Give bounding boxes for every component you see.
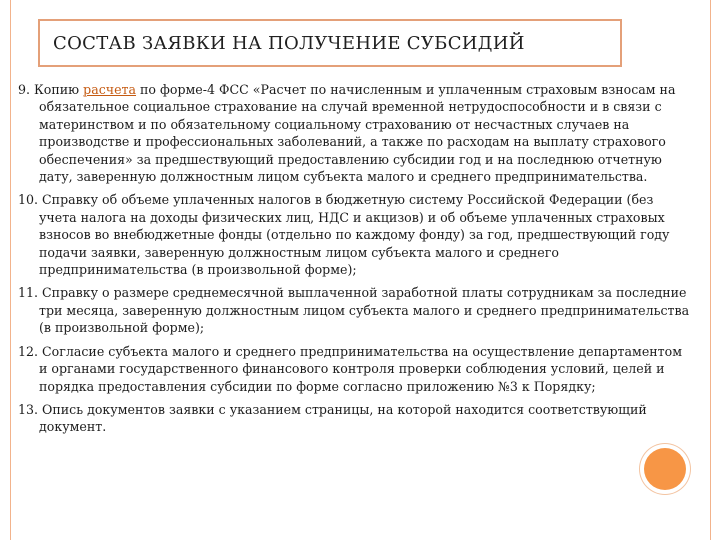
frame-right-line — [710, 0, 711, 540]
item-text: по форме-4 ФСС «Расчет по начисленным и уплаченным страховым взносам на обязательное социальное страхование на случай временной нетрудоспособности и в связи с материнством и по обязательному социальному страхованию от несчастных случаев на производстве и профессиональных заболеваний, а также по расходам на выплату страхового обеспечения» за предшествующий предоставлению субсидии год и на последнюю отчетную дату, заверенную должностным лицом субъекта малого и среднего предпринимательства. — [39, 82, 676, 185]
item-number: 9. — [18, 82, 31, 97]
item-text: Опись документов заявки с указанием страницы, на которой находится соответствующий документ. — [39, 401, 647, 435]
item-text: Согласие субъекта малого и среднего предпринимательства на осуществление департаментом и органами государственного финансового контроля проверки соблюдения условий, целей и порядка предоставления субсидии по форме согласно приложению №3 к Порядку; — [39, 343, 683, 394]
frame-left-line — [10, 0, 11, 540]
list-item — [18, 401, 694, 436]
list-item — [18, 343, 694, 395]
list-item — [18, 81, 694, 185]
item-number: 13. — [18, 401, 39, 417]
list-item — [18, 284, 694, 336]
list-item — [18, 191, 694, 278]
title-box — [38, 19, 622, 67]
item-text: Справку о размере среднемесячной выплаченной заработной платы сотрудникам за последние три месяца, заверенную должностным лицом субъекта малого и среднего предпринимательства (в произвольной форме); — [39, 285, 690, 336]
item-number: 12. — [18, 343, 39, 359]
decorative-orange-circle — [644, 448, 686, 490]
item-number: 10. — [18, 192, 39, 208]
calculation-link[interactable]: расчета — [83, 82, 137, 97]
item-text-start: Копию — [34, 82, 84, 97]
item-text: Справку об объеме уплаченных налогов в бюджетную систему Российской Федерации (без учета налога на доходы физических лиц, НДС и акцизов) и об объеме уплаченных страховых взносов во внебюджетные фонды (отдельно по каждому фонду) за год, предшествующий году подачи заявки, заверенную должностным лицом субъекта малого и среднего предпринимательства (в произвольной форме); — [39, 192, 670, 278]
slide-title: СОСТАВ ЗАЯВКИ НА ПОЛУЧЕНИЕ СУБСИДИЙ — [53, 32, 525, 54]
document-list — [18, 81, 694, 442]
item-number: 11. — [18, 285, 39, 301]
